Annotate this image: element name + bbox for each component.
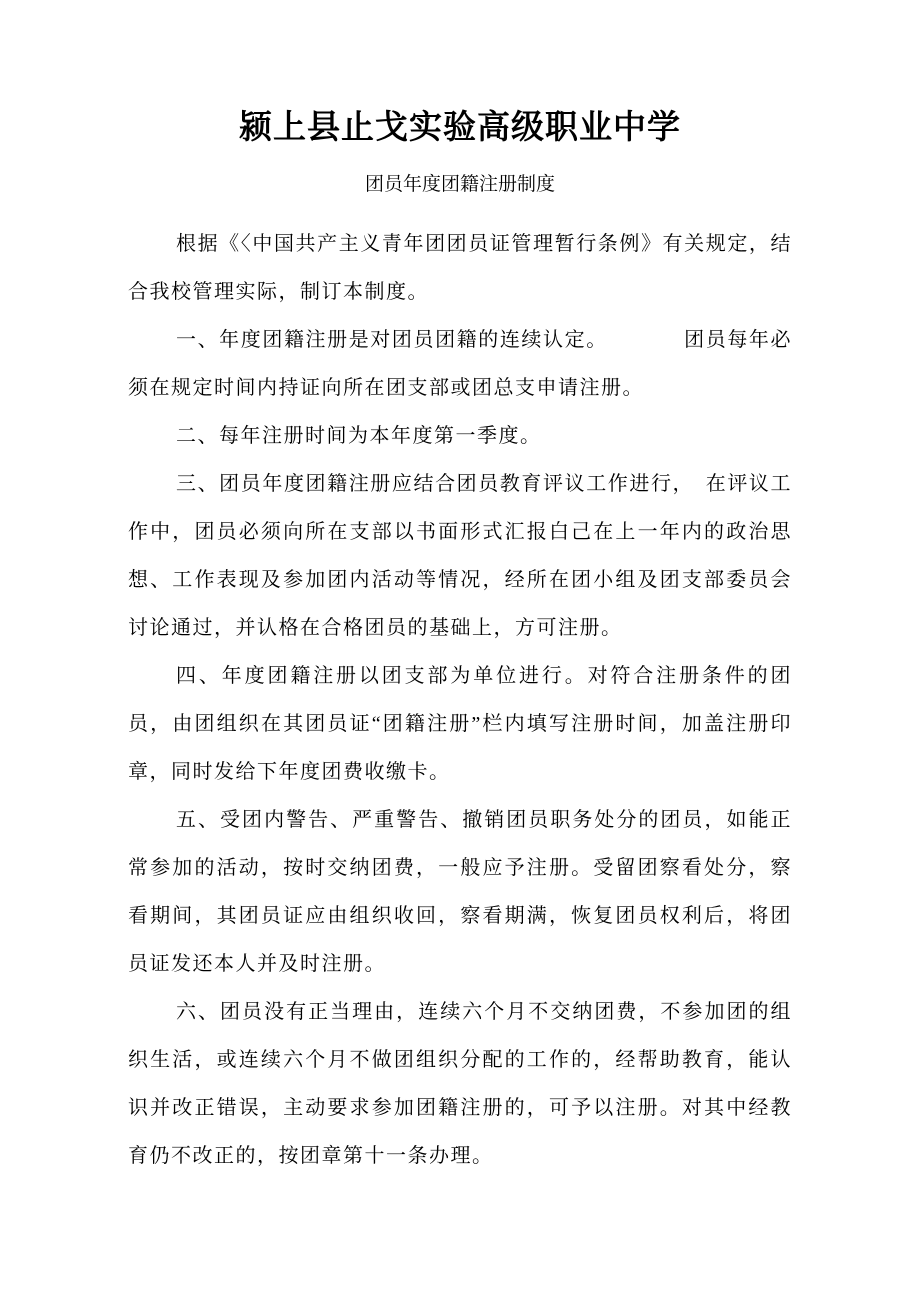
paragraph: 三、团员年度团籍注册应结合团员教育评议工作进行， 在评议工作中，团员必须向所在支部以书面形式汇报白己在上一年内的政治思想、工作表现及参加团内活动等情况，经所在团小组及团支部委员会讨论通过，并认格在合格团员的基础上，方可注册。: [128, 473, 792, 639]
document-subtitle: 团员年度团籍注册制度: [364, 174, 555, 195]
paragraph: 一、年度团籍注册是对团员团籍的连续认定。 团员每年必须在规定时间内持证向所在团支部或团总支申请注册。: [128, 329, 792, 399]
paragraph: 根据《〈中国共产主义青年团团员证管理暂行条例》有关规定，结合我校管理实际，制订本制度。: [128, 233, 792, 303]
paragraph: 六、团员没有正当理由，连续六个月不交纳团费，不参加团的组织生活，或连续六个月不做团组织分配的工作的，经帮助教育，能认识并改正错误，主动要求参加团籍注册的，可予以注册。对其中经教育仍不改正的，按团章第十一条办理。: [128, 1001, 792, 1167]
paragraph: 二、每年注册时间为本年度第一季度。: [176, 425, 542, 447]
paragraph: 五、受团内警告、严重警告、撤销团员职务处分的团员，如能正常参加的活动，按时交纳团费，一般应予注册。受留团察看处分，察看期间，其团员证应由组织收回，察看期满，恢复团员权利后，将团员证发还本人并及时注册。: [128, 809, 792, 975]
document-body: [128, 220, 792, 1180]
document-title: 颍上县止戈实验高级职业中学: [239, 110, 681, 146]
paragraph: 四、年度团籍注册以团支部为单位进行。对符合注册条件的团员，由团组织在其团员证“团籍注册”栏内填写注册时间，加盖注册印章，同时发给下年度团费收缴卡。: [128, 665, 792, 783]
